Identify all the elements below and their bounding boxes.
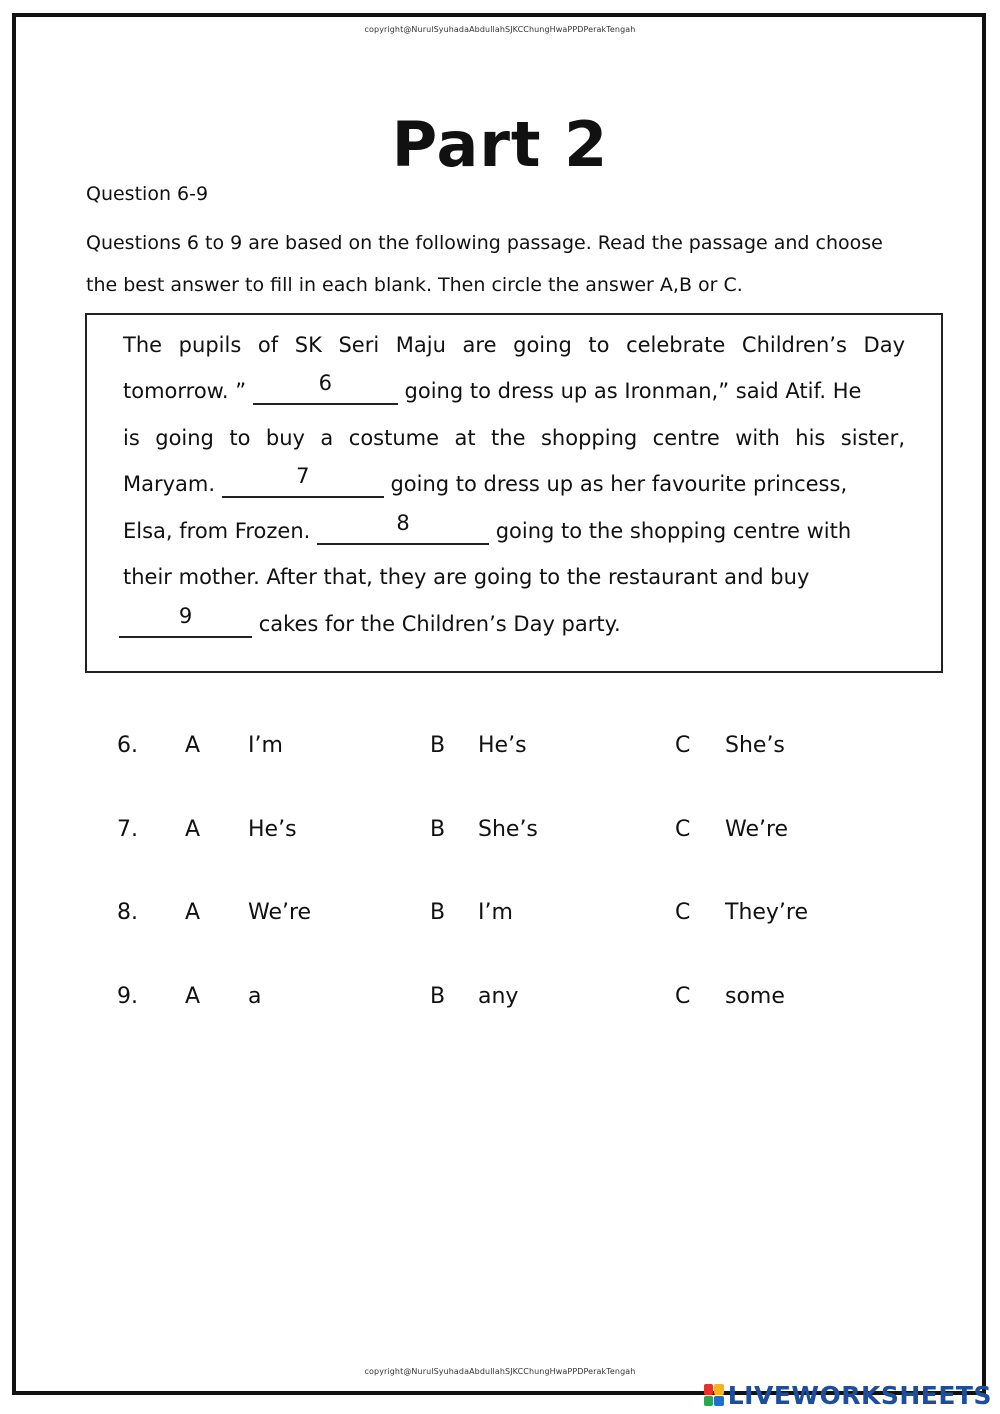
page-title: Part 2	[391, 108, 609, 181]
passage-line-4	[123, 464, 848, 498]
instructions-line-2: the best answer to fill in each blank. Then circle the answer A,B or C.	[86, 274, 743, 296]
option-b-text[interactable]: I’m	[478, 900, 513, 925]
passage-text: cakes for the Children’s Day party.	[258, 612, 621, 636]
blank-8-number: 8	[396, 511, 410, 535]
question-number: 6.	[117, 733, 138, 758]
option-c-text[interactable]: We’re	[725, 817, 789, 842]
copyright-footer: copyright@NurulSyuhadaAbdullahSJKCChungHwaPPDPerakTengah	[364, 1367, 636, 1376]
option-a-text[interactable]: a	[248, 984, 262, 1009]
option-a-letter[interactable]: A	[185, 984, 201, 1009]
option-a-text[interactable]: We’re	[248, 900, 312, 925]
option-a-text[interactable]: I’m	[248, 733, 283, 758]
option-a-letter[interactable]: A	[185, 900, 201, 925]
blank-8[interactable]	[317, 511, 489, 545]
option-b-text[interactable]: He’s	[478, 733, 527, 758]
logo-tile	[714, 1396, 724, 1407]
instructions-line-1: Questions 6 to 9 are based on the following passage. Read the passage and choose	[86, 232, 883, 254]
instructions	[86, 222, 926, 306]
passage-text: going to the shopping centre with	[495, 519, 852, 543]
passage-line-3: is going to buy a costume at the shopping centre with his sister,	[123, 426, 905, 450]
passage-text: going to dress up as her favourite princess,	[390, 472, 848, 496]
option-b-letter[interactable]: B	[430, 817, 446, 842]
option-b-letter[interactable]: B	[430, 733, 446, 758]
option-b-text[interactable]: She’s	[478, 817, 538, 842]
passage-line-5	[123, 511, 852, 545]
option-b-letter[interactable]: B	[430, 900, 446, 925]
option-b-letter[interactable]: B	[430, 984, 446, 1009]
brand-wordmark: LIVEWORKSHEETS	[727, 1380, 992, 1410]
logo-tile	[704, 1396, 714, 1407]
blank-7[interactable]	[222, 464, 384, 498]
passage-text: tomorrow. ”	[123, 379, 247, 403]
passage-line-7	[119, 604, 621, 638]
copyright-header: copyright@NurulSyuhadaAbdullahSJKCChungHwaPPDPerakTengah	[364, 25, 636, 34]
question-range: Question 6-9	[86, 183, 209, 205]
passage-line-1: The pupils of SK Seri Maju are going to celebrate Children’s Day	[123, 333, 905, 357]
liveworksheets-brand	[704, 1380, 992, 1410]
question-number: 7.	[117, 817, 138, 842]
passage-line-2	[123, 371, 862, 405]
question-number: 8.	[117, 900, 138, 925]
option-c-letter[interactable]: C	[675, 733, 691, 758]
option-c-text[interactable]: They’re	[725, 900, 809, 925]
answer-row-6	[0, 733, 1000, 773]
blank-6[interactable]	[253, 371, 398, 405]
passage-line-6: their mother. After that, they are going to the restaurant and buy	[123, 565, 810, 589]
option-b-text[interactable]: any	[478, 984, 519, 1009]
blank-9-number: 9	[178, 604, 193, 628]
liveworksheets-logo-icon	[704, 1384, 724, 1406]
logo-tile	[704, 1384, 714, 1395]
page-border	[12, 13, 986, 1395]
option-c-text[interactable]: some	[725, 984, 785, 1009]
passage-text: Maryam.	[123, 472, 216, 496]
option-c-letter[interactable]: C	[675, 900, 691, 925]
option-a-text[interactable]: He’s	[248, 817, 297, 842]
logo-tile	[714, 1384, 724, 1395]
passage-text: going to dress up as Ironman,” said Atif. He	[404, 379, 862, 403]
option-c-text[interactable]: She’s	[725, 733, 785, 758]
question-number: 9.	[117, 984, 138, 1009]
option-a-letter[interactable]: A	[185, 817, 201, 842]
option-c-letter[interactable]: C	[675, 817, 691, 842]
answer-row-7	[0, 817, 1000, 857]
option-a-letter[interactable]: A	[185, 733, 201, 758]
answer-row-9	[0, 984, 1000, 1024]
blank-7-number: 7	[296, 464, 310, 488]
option-c-letter[interactable]: C	[675, 984, 691, 1009]
passage-text: Elsa, from Frozen.	[123, 519, 311, 543]
blank-9[interactable]	[119, 604, 252, 638]
blank-6-number: 6	[318, 371, 333, 395]
answer-row-8	[0, 900, 1000, 940]
